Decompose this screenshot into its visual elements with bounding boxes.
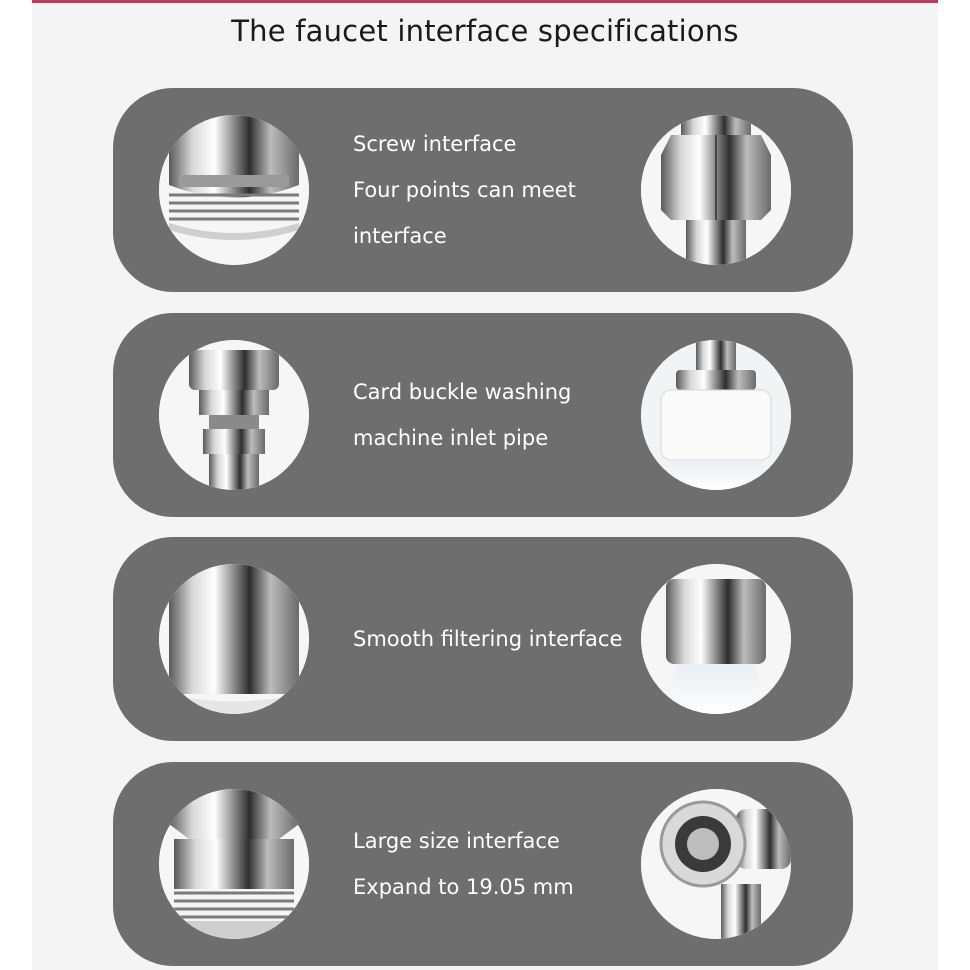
spec-card-card-buckle [113,313,853,517]
card-description [353,313,643,517]
card-text-line: Large size interface [353,829,560,853]
threaded-fitting-icon [159,115,309,265]
card-description [353,762,643,966]
card-text-line: interface [353,224,447,248]
page-title: The faucet interface specifications [231,14,739,48]
large-threaded-fitting-icon [159,789,309,939]
valve-outlet-fitting-icon [641,789,791,939]
smooth-cylinder-fitting-icon [159,564,309,714]
card-text-line: machine inlet pipe [353,426,549,450]
card-text-line: Expand to 19.05 mm [353,875,574,899]
quick-connect-coupling-icon [641,340,791,490]
smooth-outlet-water-icon [641,564,791,714]
quick-connect-nipple-icon [159,340,309,490]
card-text-line: Screw interface [353,132,517,156]
spec-card-screw [113,88,853,292]
card-text-line: Smooth filtering interface [353,627,623,651]
spec-card-large-size [113,762,853,966]
card-text-line: Four points can meet [353,178,576,202]
card-description [353,88,643,292]
card-description [353,537,643,741]
spec-card-smooth-filter [113,537,853,741]
hex-nut-fitting-icon [641,115,791,265]
card-text-line: Card buckle washing [353,380,572,404]
top-accent-rule [32,0,938,3]
